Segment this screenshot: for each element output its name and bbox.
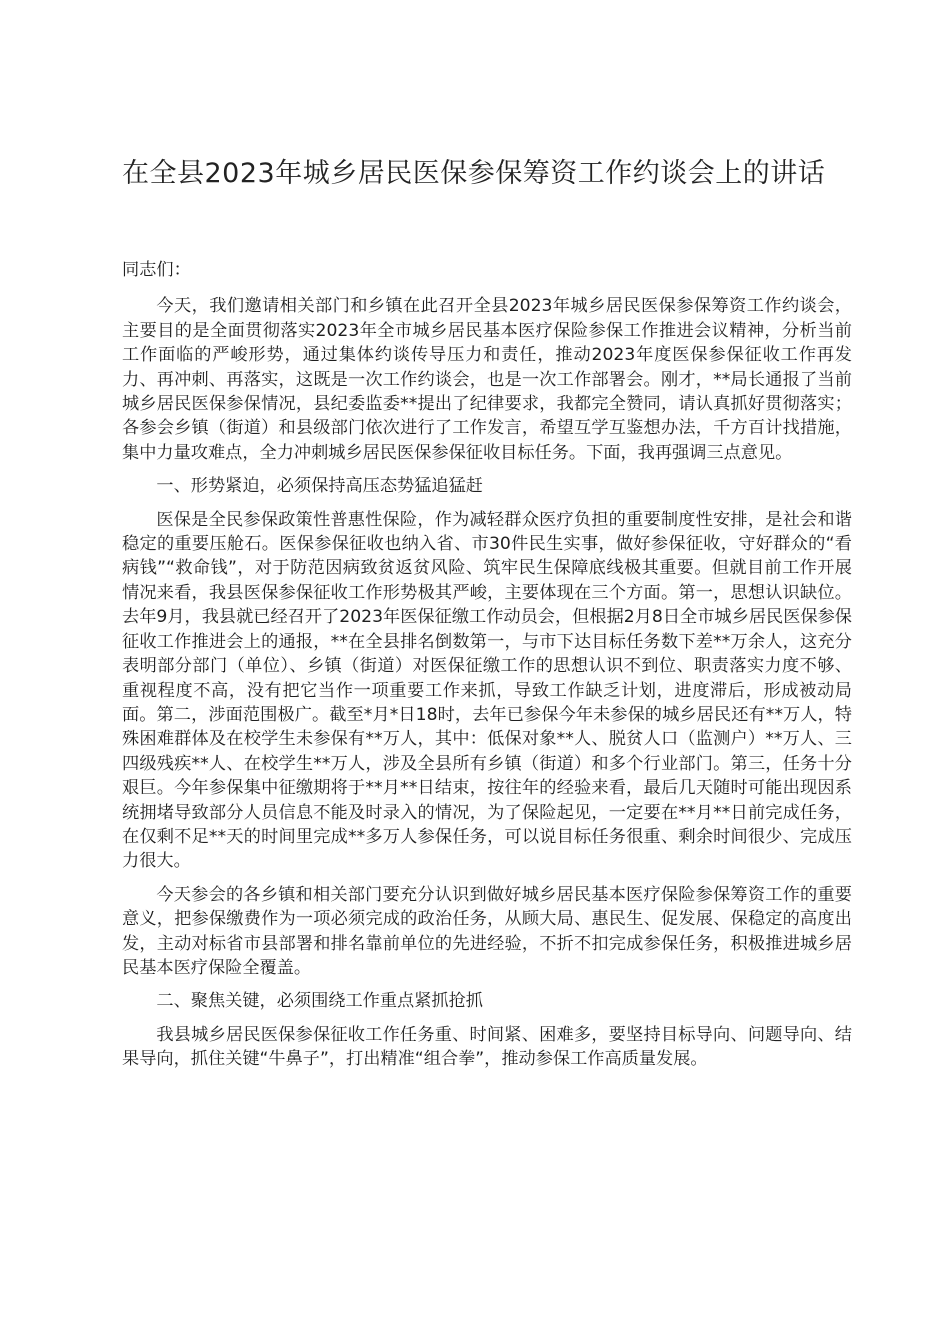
section-heading-1: 一、形势紧迫，必须保持高压态势猛追猛赶	[156, 476, 483, 497]
paragraph-situation: 医保是全民参保政策性普惠性保险，作为减轻群众医疗负担的重要制度性安排，是社会和谐稳定的重要压舱石。医保参保征收也纳入省、市30件民生实事，做好参保征收，守好群众的“看病钱”“救命钱”，对于防范因病致贫返贫风险、筑牢民生保障底线极其重要。但就目前工作开展情况来看，我县医保参保征收工作形势极其严峻，主要体现在三个方面。第一，思想认识缺位。去年9月，我县就已经召开了2023年医保征缴工作动员会，但根据2月8日全市城乡居民医保参保征收工作推进会上的通报，**在全县排名倒数第一，与市下达目标任务数下差**万余人，这充分表明部分部门（单位）、乡镇（街道）对医保征缴工作的思想认识不到位、职责落实力度不够、重视程度不高，没有把它当作一项重要工作来抓，导致工作缺乏计划，进度滞后，形成被动局面。第二，涉面范围极广。截至*月*日18时，去年已参保今年未参保的城乡居民还有**万人，特殊困难群体及在校学生未参保有**万人，其中：低保对象**人、脱贫人口（监测户）**万人、三四级残疾**人、在校学生**万人，涉及全县所有乡镇（街道）和多个行业部门。第三，任务十分艰巨。今年参保集中征缴期将于**月**日结束，按往年的经验来看，最后几天随时可能出现因系统拥堵导致部分人员信息不能及时录入的情况，为了保险起见，一定要在**月**日前完成任务，在仅剩不足**天的时间里完成**多万人参保任务，可以说目标任务很重、剩余时间很少、完成压力很大。	[122, 509, 852, 872]
paragraph-significance: 今天参会的各乡镇和相关部门要充分认识到做好城乡居民基本医疗保险参保筹资工作的重要意义，把参保缴费作为一项必须完成的政治任务，从顾大局、惠民生、促发展、保稳定的高度出发，主动对标省市县部署和排名靠前单位的先进经验，不折不扣完成参保任务，积极推进城乡居民基本医疗保险全覆盖。	[122, 884, 852, 978]
paragraph-key-focus: 我县城乡居民医保参保征收工作任务重、时间紧、困难多，要坚持目标导向、问题导向、结果导向，抓住关键“牛鼻子”，打出精准“组合拳”，推动参保工作高质量发展。	[122, 1024, 852, 1070]
section-heading-2: 二、聚焦关键，必须围绕工作重点紧抓抢抓	[156, 991, 483, 1012]
document-title: 在全县2023年城乡居民医保参保筹资工作约谈会上的讲话	[122, 158, 826, 189]
salutation: 同志们：	[122, 260, 191, 280]
paragraph-opening: 今天，我们邀请相关部门和乡镇在此召开全县2023年城乡居民医保参保筹资工作约谈会，主要目的是全面贯彻落实2023年全市城乡居民基本医疗保险参保工作推进会议精神，分析当前工作面临的严峻形势，通过集体约谈传导压力和责任，推动2023年度医保参保征收工作再发力、再冲刺、再落实，这既是一次工作约谈会，也是一次工作部署会。刚才，**局长通报了当前城乡居民医保参保情况，县纪委监委**提出了纪律要求，我都完全赞同，请认真抓好贯彻落实；各参会乡镇（街道）和县级部门依次进行了工作发言，希望互学互鉴想办法，千方百计找措施，集中力量攻难点，全力冲刺城乡居民医保参保征收目标任务。下面，我再强调三点意见。	[122, 296, 852, 463]
document-body	[122, 258, 852, 1072]
